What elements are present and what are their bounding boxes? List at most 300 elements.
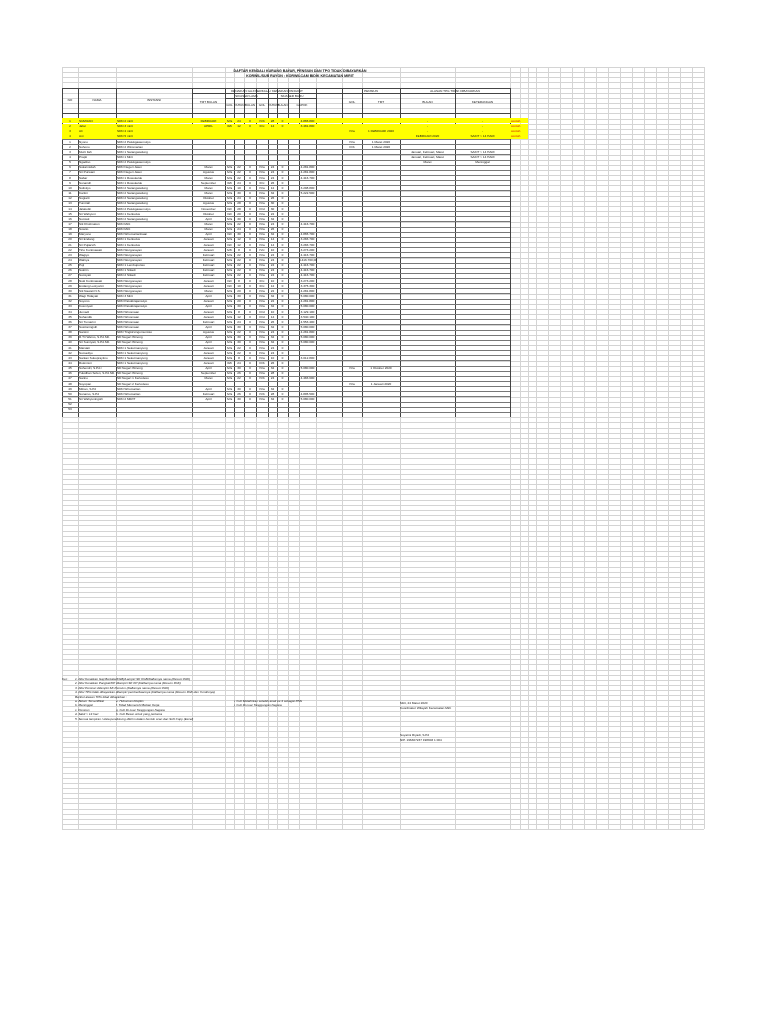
cell-g1: IV/a (226, 237, 233, 242)
signature-name: Suyatmi Riyadi, S.Pd (400, 733, 430, 737)
cell-b2: 0 (281, 165, 284, 170)
cell-inst: SDN 2 Sarangwadung (117, 191, 148, 196)
cell-g2: III/c (259, 278, 265, 283)
cell-nama: Sarsini (79, 330, 89, 335)
cell-no: 14 (68, 206, 72, 211)
signature-role: Koordinator Wilayah Kecamatan Mirit (400, 706, 452, 710)
cell-t1: 22 (237, 252, 241, 257)
cell-t1: 22 (237, 273, 241, 278)
cell-tmt: Februari (202, 258, 215, 262)
cell-t2: 28 (270, 391, 275, 396)
gridline-v (596, 67, 597, 829)
cell-nama: Sumadiyo (79, 350, 93, 355)
cell-nama: Sri Wahyuni (79, 211, 96, 216)
cell-inst: SDN 2 Patukgawemulyo (117, 206, 151, 211)
cell-b2: 0 (281, 216, 284, 221)
cell-b1: 0 (249, 340, 251, 345)
cell-b2: 0 (281, 340, 284, 345)
cell-tmt: Februari (202, 263, 215, 268)
cell-b1: 0 (249, 216, 251, 221)
cell-pt: 1 Oktober 2020 (370, 366, 392, 371)
cell-no: 16 (68, 216, 72, 221)
cell-inst: SDN 2 Sarangwadung (117, 216, 148, 221)
cell-t2: 24 (270, 170, 275, 175)
cell-tmt: April (205, 397, 212, 402)
cell-b1: 0 (249, 309, 251, 314)
cell-g2: IV/a (259, 216, 265, 221)
cell-g1: IV/a (226, 201, 233, 206)
cell-g1: IV/a (226, 196, 233, 201)
cell-nama: Sarino (79, 376, 88, 381)
cell-g1: IV/a (226, 324, 233, 329)
header-gol: GOL (226, 103, 233, 107)
cell-t1: 30 (237, 324, 241, 329)
cell-inst: SDN 1 Mirit (117, 155, 133, 159)
cell-inst: SDN Wergonayan (117, 283, 142, 288)
cell-kt: SAKIT > 14 HARI (470, 155, 495, 159)
cell-no: 1 (69, 118, 71, 123)
cell-g1: IV/a (226, 314, 233, 319)
cell-g1: IV/a (226, 268, 233, 273)
cell-b1: 0 (249, 324, 251, 329)
cell-tmt: Maret (204, 221, 213, 226)
cell-gp: 4.483.600 (300, 376, 315, 381)
cell-t1: 22 (237, 263, 241, 268)
cell-gp: 4.416.700 (300, 273, 315, 278)
cell-g2: IV/a (259, 221, 265, 226)
cell-no: 32 (68, 299, 72, 304)
page-title: DAFTAR KENDALI KURANG BAYAR, PENSIUN DAN TPG TIDAK DIBAYARKAN (233, 69, 367, 73)
cell-t1: 24 (237, 319, 241, 324)
cell-inst: SDN 1 Kerkudus (117, 211, 141, 216)
note-text: Berikut alasan TPG tidak dibayarkan : (75, 694, 127, 699)
cell-tmt: Januari (203, 350, 214, 355)
cell-t1: 22 (237, 221, 241, 226)
cell-nama: Wahiya (79, 258, 90, 262)
cell-g1: IV/a (226, 175, 233, 180)
cell-inst: SDN 1 Sekutmanyung (117, 350, 148, 355)
cell-nama: Mitran, S.Pd (79, 386, 97, 391)
cell-b1: 0 (249, 371, 251, 376)
cell-g1: III/c (227, 232, 232, 237)
header-bulan: BULAN (277, 103, 288, 107)
cell-no: 24 (68, 258, 72, 262)
cell-no: 37 (68, 324, 72, 329)
cell-g1: IV/a (226, 391, 233, 396)
cell-nama: Ali (79, 129, 83, 134)
cell-g1: IV/a (226, 191, 233, 196)
cell-ab: Maret (423, 160, 432, 165)
row-note: contoh (511, 124, 521, 129)
cell-b2: 0 (281, 170, 284, 175)
cell-nama: Ani (79, 134, 84, 139)
cell-t1: 22 (237, 258, 241, 262)
cell-g2: IV/a (259, 175, 265, 180)
cell-b1: 0 (249, 355, 251, 360)
cell-b2: 0 (281, 386, 284, 391)
cell-g1: III/b (226, 361, 233, 365)
cell-tmt: April (205, 340, 212, 345)
cell-g1: IV/a (226, 227, 233, 232)
cell-inst: SDN Mirit (117, 221, 131, 226)
gridline-v (560, 67, 561, 829)
cell-g2: IV/a (259, 263, 265, 268)
row-note: contoh (511, 129, 521, 134)
cell-b2: 0 (281, 366, 284, 371)
cell-b1: 0 (249, 376, 251, 381)
cell-b1: 0 (249, 273, 251, 278)
cell-t2: 32 (270, 216, 275, 221)
cell-gp: 4.281.800 (300, 299, 315, 304)
cell-b1: 0 (249, 335, 251, 340)
cell-gp: 4.281.800 (300, 170, 315, 175)
cell-t1: 24 (237, 227, 241, 232)
cell-b2: 0 (281, 206, 284, 211)
gridline-v (608, 67, 609, 829)
cell-b1: 0 (249, 118, 251, 123)
cell-no: 36 (68, 319, 72, 324)
cell-gp: 5.222.500 (300, 191, 315, 196)
cell-b2: 0 (281, 391, 284, 396)
cell-tmt: April (205, 324, 212, 329)
cell-inst: SDN Patukkrajamulyo (117, 299, 148, 304)
cell-g1: IV/a (226, 355, 233, 360)
cell-no: 6 (69, 165, 71, 170)
cell-nama: Sumiati (79, 216, 90, 221)
cell-b2: 0 (281, 221, 284, 226)
note-text: 4. Diisi TPG tidak dibayarkan dilampiri pemberitaannya (Daftarnya nama (Resum PAK dan Yundisnya) (75, 690, 215, 695)
cell-b2: 0 (281, 175, 284, 180)
cell-g2: IV/a (259, 294, 265, 299)
cell-nama: Suwito (79, 227, 89, 232)
cell-t2: 32 (270, 191, 275, 196)
cell-gp: 4.416.700 (300, 263, 315, 268)
cell-b2: 0 (281, 294, 284, 299)
cell-gp: 3.481.800 (300, 124, 315, 129)
cell-no: 41 (68, 345, 72, 350)
cell-g2: IV/b (259, 118, 265, 123)
cell-t2: 28 (270, 118, 275, 123)
cell-t2: 32 (270, 294, 275, 299)
cell-gp: 4.416.700 (300, 268, 315, 273)
cell-t2: 24 (270, 345, 275, 350)
gridline-h (62, 829, 704, 830)
cell-t1: 24 (237, 118, 241, 123)
note-text: 1. Diisi Kenaikan Gaji Berkala(KGB)/Lampiri SK KGB/Daftarnya nama (Resum PAK) (75, 677, 191, 681)
cell-t2: 24 (270, 221, 275, 226)
cell-gp: 4.553.400 (300, 319, 315, 324)
cell-gp: 5.080.000 (300, 335, 315, 340)
gridline-v (548, 67, 549, 829)
cell-b1: 0 (249, 185, 251, 190)
cell-t1: 30 (237, 397, 241, 402)
cell-no: 49 (68, 386, 72, 391)
cell-inst: SDN 1 Sitiadi (117, 268, 136, 273)
cell-b1: 0 (249, 175, 251, 180)
cell-g2: IV/a (259, 324, 265, 329)
cell-nama: Sumiyati (79, 273, 91, 278)
cell-nama: Sulistiyo (79, 185, 91, 190)
cell-t2: 32 (270, 366, 275, 371)
cell-nama: Suhandik (79, 314, 92, 319)
cell-gp: 4.281.800 (300, 330, 315, 335)
cell-b1: 0 (249, 252, 251, 257)
cell-nama: Prapti (79, 155, 88, 159)
cell-ab: - (426, 129, 429, 134)
cell-inst: SDN 2 Sarangwadung (117, 185, 148, 190)
cell-b2: 0 (281, 124, 284, 129)
cell-nama: Kartini (79, 191, 88, 196)
cell-nama: Maryono (79, 232, 92, 237)
cell-tmt: Januari (203, 242, 214, 247)
cell-gp: 5.080.000 (300, 366, 315, 371)
cell-b1: 0 (249, 283, 251, 288)
cell-gp: 3.273.200 (300, 278, 315, 283)
cell-b2: 0 (281, 371, 284, 376)
gridline-v (584, 67, 585, 829)
cell-nama: Jumadi (79, 309, 89, 314)
cell-b2: 0 (281, 232, 284, 237)
cell-t1: 20 (237, 211, 241, 216)
cell-t1: 30 (237, 386, 241, 391)
cell-nama: Sukirin (79, 268, 89, 273)
cell-t2: 24 (270, 350, 275, 355)
cell-t2: 24 (270, 268, 275, 273)
cell-b1: 0 (249, 232, 251, 237)
cell-gp: 4.865.800 (300, 118, 315, 123)
signature-place-date: Mirit, 24 Maret 2020 (400, 701, 428, 705)
cell-g2: IV/a (259, 304, 265, 309)
cell-tmt: September (200, 180, 217, 185)
cell-no: 18 (68, 227, 72, 232)
cell-t2: 32 (270, 232, 275, 237)
cell-b1: 0 (249, 263, 251, 268)
cell-t1: 30 (237, 216, 241, 221)
cell-gp: 4.416.700,00 (299, 258, 318, 262)
reason-b: h. Cuti Besar untuk yang pertama (116, 712, 163, 717)
cell-g2: IV/a (259, 340, 265, 345)
cell-b1: 0 (249, 366, 251, 371)
cell-no: 39 (68, 335, 72, 340)
cell-t1: 20 (237, 288, 241, 293)
cell-no: 40 (68, 340, 72, 345)
cell-gp: 3.375.300 (300, 283, 315, 288)
cell-no: 11 (68, 191, 72, 196)
cell-tmt: Maret (204, 185, 213, 190)
cell-kt: - (481, 124, 484, 129)
header-kenaikan: KENAIKAN GAJI BERKALA / KENAIKAN PANGKAT (231, 88, 303, 93)
cell-t1: 10 (237, 283, 241, 288)
cell-b1: 0 (249, 227, 251, 232)
cell-g1: IV/a (226, 304, 233, 309)
cell-g2: IV/b (259, 376, 265, 381)
cell-g2: IV/a (259, 371, 265, 376)
gridline-v (632, 67, 633, 829)
cell-g2: III/c (259, 180, 265, 185)
cell-tmt: Januari (203, 309, 214, 314)
cell-g1: IV/a (226, 165, 233, 170)
cell-b2: 0 (281, 247, 284, 252)
cell-no: 21 (68, 242, 72, 247)
cell-gp: 4.416.700 (300, 175, 315, 180)
cell-nama: SUMIJAN (79, 118, 93, 123)
cell-tmt: APRIL (204, 124, 213, 129)
cell-gp: 5.080.000 (300, 397, 315, 402)
cell-g2: IV/a (259, 252, 265, 257)
cell-b1: 0 (249, 397, 251, 402)
cell-nama: Nuki Kuntinawati (79, 278, 103, 283)
cell-b2: 0 (281, 350, 284, 355)
cell-t1: 22 (237, 345, 241, 350)
cell-no: 53 (68, 407, 72, 412)
cell-no: 43 (68, 355, 72, 360)
cell-b2: 0 (281, 242, 284, 247)
cell-tmt: Agustus (202, 170, 215, 175)
cell-inst: SDN 2 Patukgawemulyo (117, 139, 151, 144)
cell-b1: 0 (249, 345, 251, 350)
cell-g2: IV/a (259, 201, 265, 206)
cell-no: 17 (68, 221, 72, 226)
cell-no: 23 (68, 252, 72, 257)
cell-gp: 4.416.700 (300, 252, 315, 257)
cell-nama: Sabar (79, 175, 88, 180)
cell-no: 51 (68, 397, 72, 402)
cell-no: 4 (69, 134, 71, 139)
cell-g1: IV/a (226, 221, 233, 226)
cell-t1: 12 (237, 314, 241, 319)
cell-g1: IV/a (226, 170, 233, 175)
cell-inst: SDN 1 Rowokelok (117, 180, 143, 185)
cell-pg: III/b (349, 144, 355, 149)
cell-tmt: Januari (203, 345, 214, 350)
cell-t2: 32 (270, 397, 275, 402)
cell-g1: IV/a (226, 252, 233, 257)
cell-tmt: Januari (203, 299, 214, 304)
cell-g2: IV/a (259, 242, 265, 247)
cell-b1: 0 (249, 299, 251, 304)
cell-inst: SDN 3 mirit (117, 124, 133, 129)
cell-no: 33 (68, 304, 72, 309)
cell-ab: Januari, Februari, Maret (410, 149, 444, 154)
cell-g1: IV/a (226, 263, 233, 268)
cell-kt: - (481, 129, 484, 134)
cell-t2: 12 (270, 283, 275, 288)
cell-inst: SDN Wergonayan (117, 252, 142, 257)
cell-b1: 0 (249, 314, 251, 319)
cell-g2: IV/a (259, 330, 265, 335)
cell-inst: SDN 2 mirit (117, 118, 133, 123)
cell-tmt: Januari (203, 314, 214, 319)
header-pensiun: PENSIUN (364, 88, 378, 93)
cell-t1: 30 (237, 294, 241, 299)
cell-no: 25 (68, 263, 72, 268)
cell-b2: 0 (281, 319, 284, 324)
cell-g2: IV/a (259, 350, 265, 355)
cell-b2: 0 (281, 258, 284, 262)
cell-inst: SDN 5 mirit (117, 134, 133, 139)
cell-b1: 0 (249, 330, 251, 335)
cell-g1: IV/a (226, 299, 233, 304)
cell-g1: IV/a (226, 216, 233, 221)
cell-inst: SDN Winomaan (117, 309, 140, 314)
cell-t1: 22 (237, 330, 241, 335)
cell-b2: 0 (281, 252, 284, 257)
cell-b2: 0 (281, 191, 284, 196)
cell-b1: 0 (249, 278, 251, 283)
cell-no: 45 (68, 366, 72, 371)
gridline-v (680, 67, 681, 829)
cell-b2: 0 (281, 283, 284, 288)
cell-nama: Jafar (79, 124, 86, 129)
cell-g1: IV/a (226, 185, 233, 190)
cell-b1: 0 (249, 170, 251, 175)
note-label: Ket : (62, 677, 69, 681)
cell-t1: 22 (237, 170, 241, 175)
cell-nama: Sunarso, S.Pd (79, 391, 99, 396)
cell-gp: 5.080.000 (300, 324, 315, 329)
cell-inst: SDN 1 Lembupurwo (117, 263, 145, 268)
cell-inst: SDN 2 Patukgawemulyo (117, 160, 151, 165)
cell-gp: 4.281.800 (300, 288, 315, 293)
cell-g2: IV/c (259, 247, 265, 252)
cell-no: 46 (68, 371, 72, 376)
cell-t1: 8 (238, 309, 240, 314)
cell-g1: IV/a (226, 118, 233, 123)
cell-inst: SDN 1 Sekutmanyung (117, 355, 148, 360)
cell-b2: 0 (281, 201, 284, 206)
cell-tmt: Maret (204, 175, 213, 180)
row-note: contoh (511, 118, 521, 123)
cell-g2: IV/a (259, 227, 265, 232)
cell-nama: Sri Wahyuningsih (79, 397, 103, 402)
cell-no: 20 (68, 237, 72, 242)
cell-t1: 28 (237, 201, 241, 206)
note-text: 3. Diisi Pensiun dilampiri SK Pensiun (Daftarnya nama (Resum PAK) (75, 685, 170, 690)
cell-t2: 14 (270, 237, 275, 242)
cell-tmt: Januari (203, 283, 214, 288)
cell-nama: Suyopan (79, 381, 92, 386)
header-sk-lama: SK/ASER LAMA (235, 93, 258, 98)
cell-no: 50 (68, 391, 72, 396)
cell-b2: 0 (281, 397, 284, 402)
cell-t1: 28 (237, 206, 241, 211)
cell-b1: 0 (249, 165, 251, 170)
cell-g2: IV/a (259, 165, 265, 170)
cell-b1: 0 (249, 361, 251, 365)
cell-g2: IV/a (259, 288, 265, 293)
cell-t2: 28 (270, 371, 275, 376)
cell-t2: 24 (270, 175, 275, 180)
cell-b1: 0 (249, 294, 251, 299)
cell-inst: SDN 2 Sitiadi (117, 273, 136, 278)
row-note: contoh (511, 134, 521, 139)
cell-tmt: Februari (202, 391, 215, 396)
cell-gp: 3.540.100 (300, 314, 315, 319)
cell-pt: 1 Maret 2020 (371, 144, 391, 149)
cell-nama: Nyono (79, 139, 88, 144)
cell-tmt: April (205, 335, 212, 340)
cell-t2: 14 (270, 242, 275, 247)
cell-nama: Ngadiso (79, 160, 91, 165)
cell-b1: 0 (249, 201, 251, 206)
cell-no: 5 (69, 160, 71, 165)
cell-nama: Marsiati (79, 345, 90, 350)
cell-t1: 12 (237, 237, 241, 242)
cell-pg: IV/a (349, 366, 355, 371)
cell-t1: 20 (237, 299, 241, 304)
cell-no: 47 (68, 376, 72, 381)
cell-inst: SDN 4 mirit (117, 129, 133, 134)
